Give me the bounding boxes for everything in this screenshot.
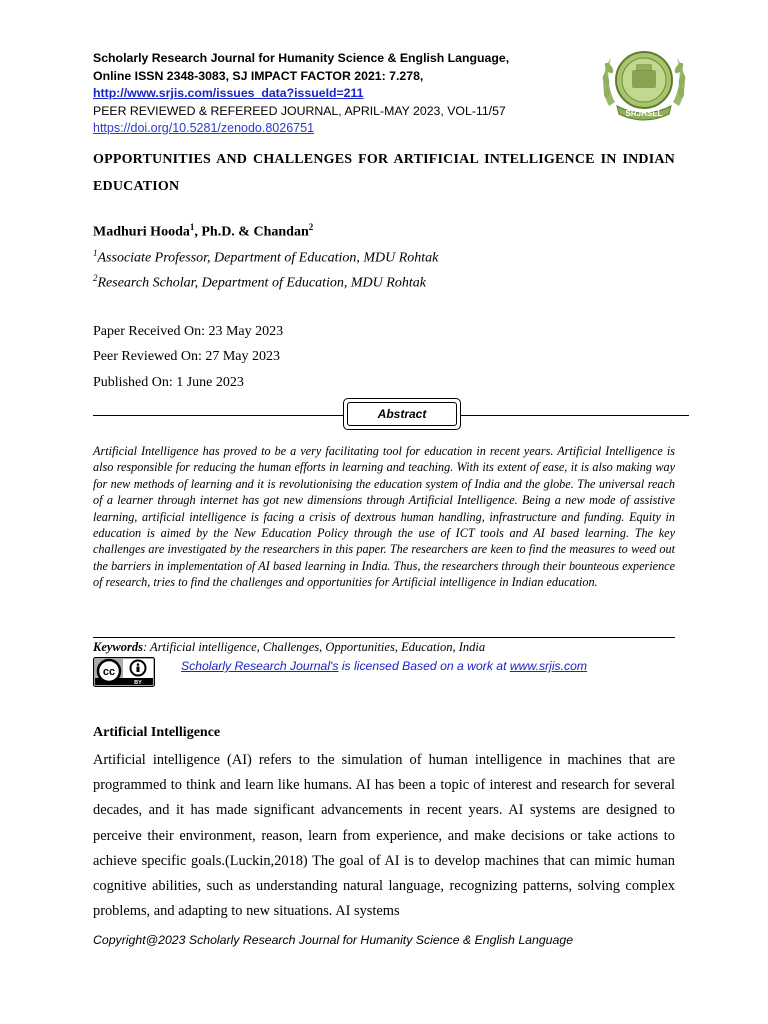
journal-license-link[interactable]: Scholarly Research Journal's — [181, 659, 339, 673]
date-received: Paper Received On: 23 May 2023 — [93, 324, 284, 339]
keywords-line — [93, 640, 485, 655]
cc-badge-by: BY — [134, 680, 142, 686]
date-published: Published On: 1 June 2023 — [93, 375, 244, 390]
date-reviewed: Peer Reviewed On: 27 May 2023 — [93, 349, 281, 364]
paper-title: OPPORTUNITIES AND CHALLENGES FOR ARTIFICIAL INTELLIGENCE IN INDIAN EDUCATION — [93, 152, 675, 194]
author-1-sup: 1 — [189, 222, 195, 232]
issue-link[interactable]: http://www.srjis.com/issues_data?issueId=211 — [93, 86, 364, 100]
author-separator: , Ph.D. & Chandan — [194, 224, 309, 240]
journal-issn-line: Online ISSN 2348-3083, SJ IMPACT FACTOR 2021: 7.278, — [93, 68, 424, 83]
journal-header — [93, 50, 573, 138]
cc-by-license-icon[interactable] — [93, 657, 155, 687]
journal-name-line: Scholarly Research Journal for Humanity Science & English Language, — [93, 51, 510, 65]
site-link[interactable]: www.srjis.com — [509, 659, 588, 673]
abstract-divider-right — [461, 415, 689, 416]
license-text: is licensed Based on a work at — [338, 659, 510, 673]
abstract-text: Artificial Intelligence has proved to be a very facilitating tool for education in recent years. Artificial Intelligence is also responsible for reducing the human efforts in learning and teaching. With its extent of ease, it is also making way for new methods of learning and it is revolutionising the education system of India and the globe. The universal reach of a learner through internet has got new dimensions through Artificial Intelligence. Being a new mode of assistive learning, artificial intelligence is facing a crisis of dextrous human handling, infrastructure and funding. Equity in education is aimed by the New Education Policy through the use of ICT tools and AI based learning. The key challenges are investigated by the researchers in this paper. The researchers are keen to find the measures to weed out the barriers in implementation of AI based learning in India. Thus, the researchers through their bounteous experience of research, tries to find the challenges and opportunities for Artificial intelligence in Indian education. — [93, 444, 675, 590]
doi-link[interactable]: https://doi.org/10.5281/zenodo.8026751 — [93, 121, 315, 135]
affiliation-2-text: Research Scholar, Department of Education, MDU Rohtak — [97, 275, 426, 291]
author-2-sup: 2 — [308, 222, 314, 232]
license-line — [181, 659, 587, 673]
affiliation-1 — [93, 248, 438, 267]
keywords-divider — [93, 637, 675, 638]
keywords-list: : Artificial intelligence, Challenges, Opportunities, Education, India — [143, 640, 486, 654]
journal-logo — [597, 40, 691, 124]
keywords-label: Keywords — [93, 640, 143, 654]
abstract-label: Abstract — [347, 402, 457, 426]
affiliation-1-text: Associate Professor, Department of Education, MDU Rohtak — [97, 250, 439, 266]
copyright-footer: Copyright@2023 Scholarly Research Journal for Humanity Science & English Language — [93, 933, 574, 947]
section-heading: Artificial Intelligence — [93, 725, 221, 740]
author-1: Madhuri Hooda — [93, 224, 190, 240]
logo-text: SRJHSEL — [625, 109, 663, 118]
abstract-label-box — [343, 398, 461, 430]
affiliation-1-sup: 1 — [93, 248, 98, 258]
affiliation-2 — [93, 273, 426, 292]
affiliation-2-sup: 2 — [93, 273, 98, 283]
cc-badge-cc: cc — [102, 666, 116, 678]
section-body: Artificial intelligence (AI) refers to the simulation of human intelligence in machines that are programmed to think and learn like humans. AI has been a topic of interest and research for several decades, and it has made significant advancements in recent years. AI systems are designed to perceive their environment, reason, learn from experience, and make decisions or take actions to achieve specific goals.(Luckin,2018) The goal of AI is to develop machines that can mimic human cognitive abilities, such as understanding natural language, recognizing patterns, solving complex problems, and adapting to new situations. AI systems — [93, 752, 675, 920]
peer-review-line: PEER REVIEWED & REFEREED JOURNAL, APRIL-MAY 2023, VOL-11/57 — [93, 103, 506, 118]
abstract-divider-left — [93, 415, 343, 416]
authors-line — [93, 222, 313, 241]
